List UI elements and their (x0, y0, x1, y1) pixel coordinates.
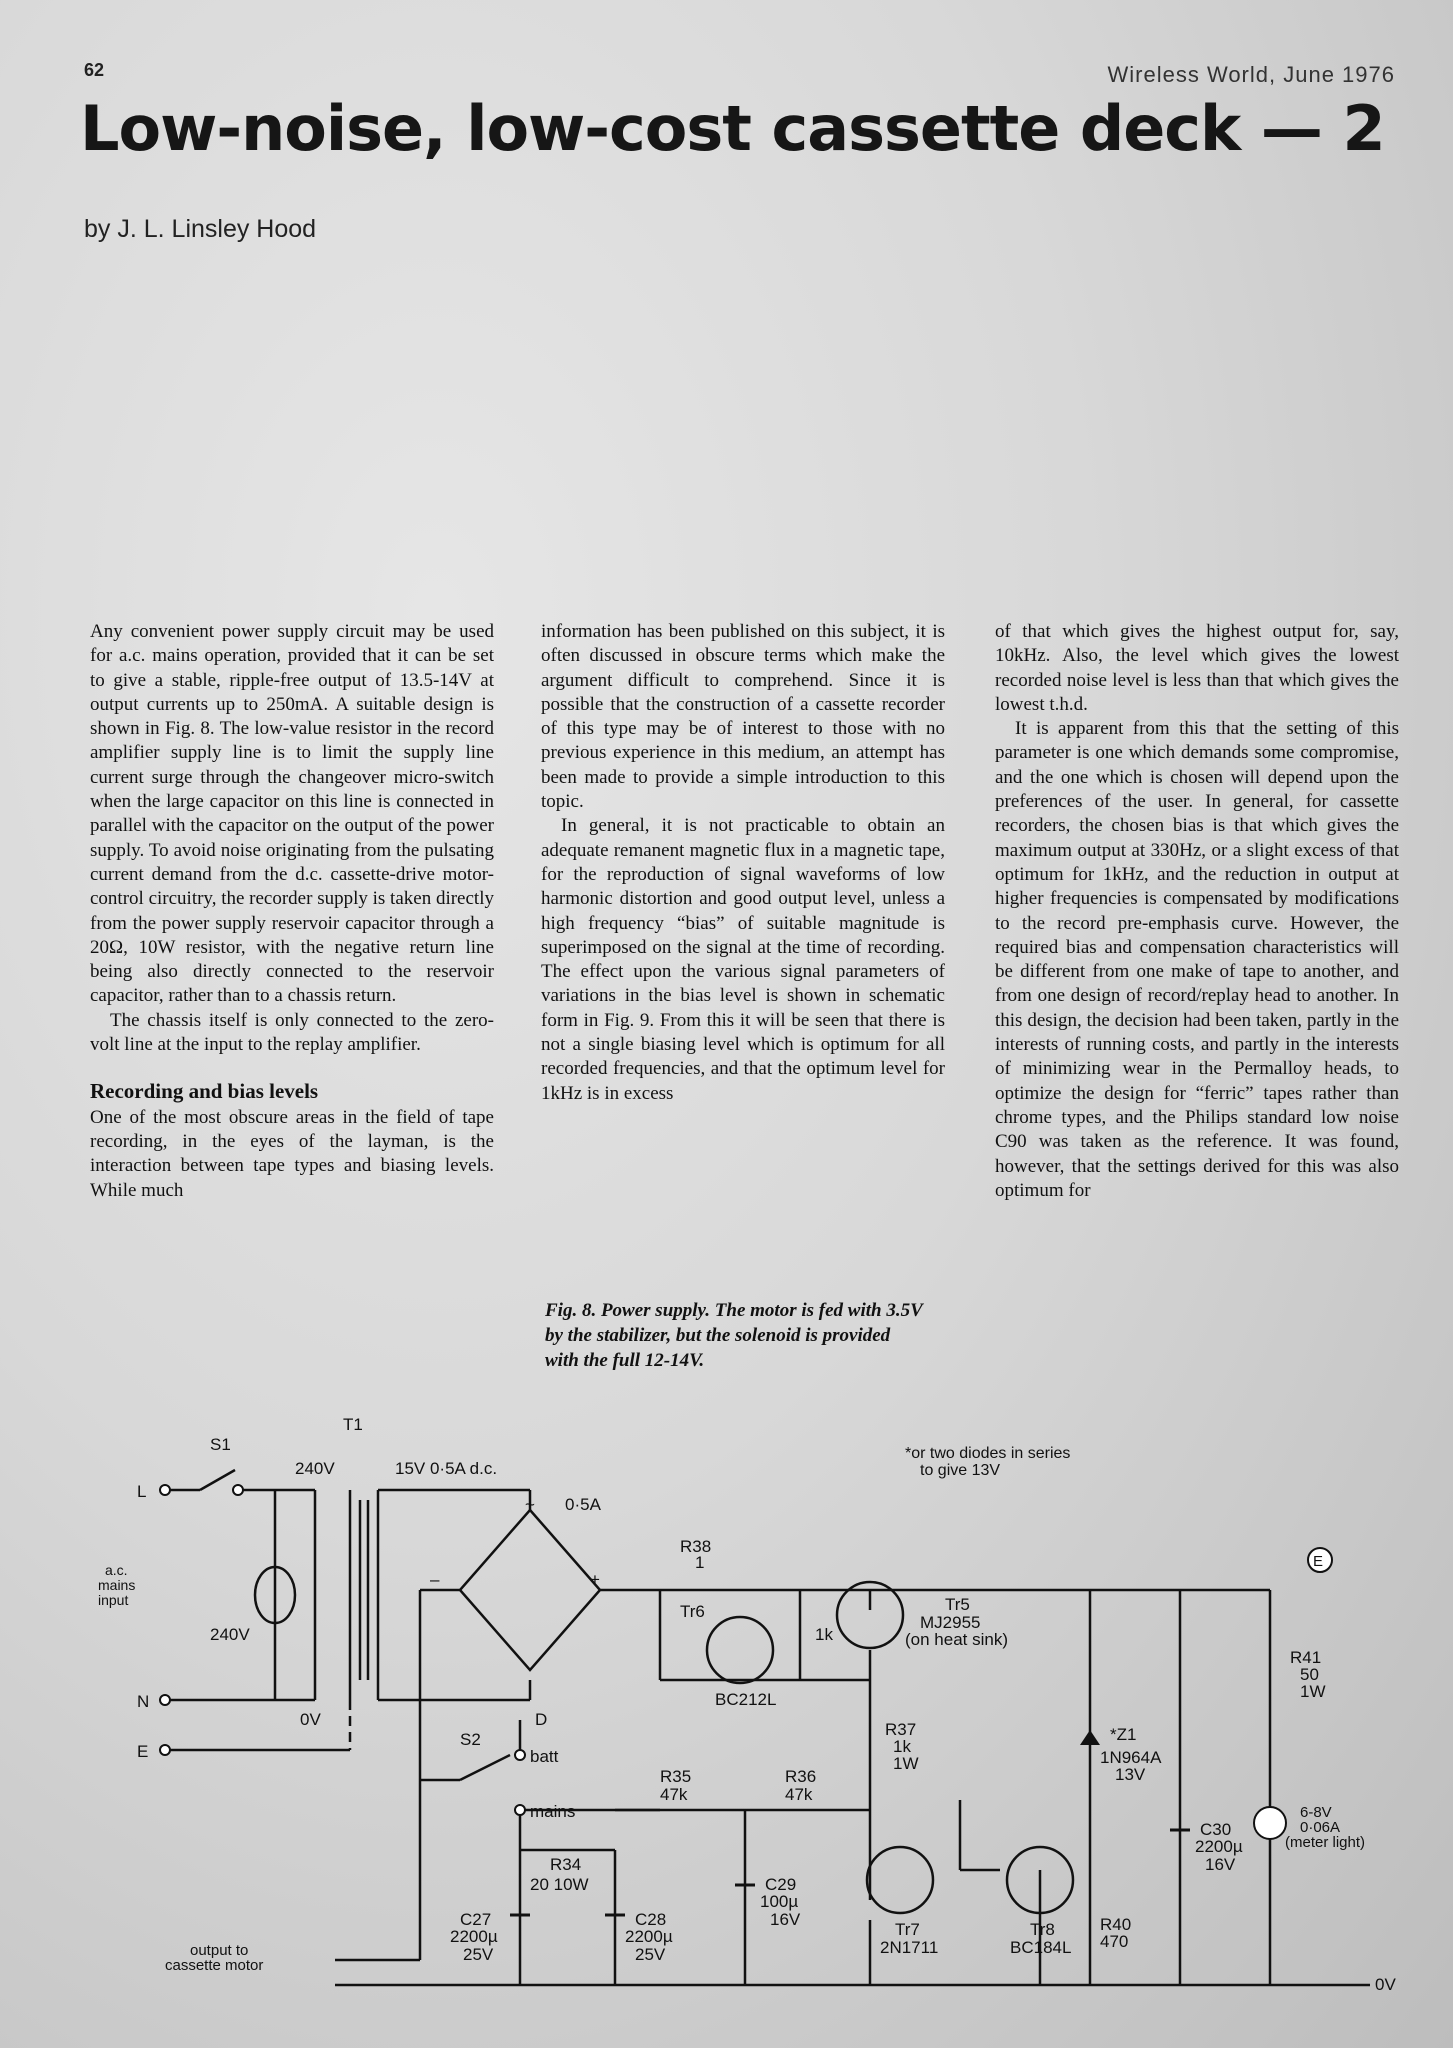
label-0v: 0V (300, 1710, 321, 1729)
label-R40-val: 470 (1100, 1932, 1129, 1951)
label-S2: S2 (460, 1730, 481, 1749)
label-note2: to give 13V (920, 1462, 1001, 1479)
label-R35: R35 (660, 1767, 692, 1786)
label-N: N (137, 1692, 150, 1711)
label-C30: C30 (1200, 1820, 1232, 1839)
label-motor-1: output to (190, 1942, 249, 1959)
label-lamp-3: (meter light) (1285, 1834, 1366, 1851)
article-title: Low-noise, low-cost cassette deck — 2 (80, 92, 1385, 165)
label-minus: – (430, 1570, 440, 1589)
label-E-out: E (1313, 1553, 1324, 1570)
meter-lamp-icon (1254, 1807, 1286, 1839)
power-supply-schematic (0, 1415, 1453, 2025)
label-MJ2955: MJ2955 (920, 1613, 981, 1632)
label-plus: + (590, 1570, 600, 1589)
terminal-E (160, 1745, 170, 1755)
label-ac-symbol: ~ (525, 1495, 535, 1514)
label-Tr8-type: BC184L (1010, 1938, 1072, 1957)
label-R34: R34 (550, 1855, 582, 1874)
label-Tr7: Tr7 (895, 1920, 920, 1939)
column-3 (995, 620, 1399, 1203)
label-C29-val: 100µ (760, 1892, 799, 1911)
label-Tr8: Tr8 (1030, 1920, 1055, 1939)
label-Z1-v: 13V (1115, 1765, 1146, 1784)
label-240v-primary: 240V (295, 1459, 335, 1478)
label-C27-val: 2200µ (450, 1927, 498, 1946)
paragraph: of that which gives the highest output for, say, 10kHz. Also, the level which gives the lowest recorded noise level is less than that which gives the lowest t.h.d. (995, 621, 1399, 715)
label-R37: R37 (885, 1720, 917, 1739)
label-heat-sink: (on heat sink) (905, 1630, 1008, 1649)
label-Tr6: Tr6 (680, 1602, 705, 1621)
paragraph: information has been published on this subject, it is often discussed in obscure terms which make the argument difficult to comprehend. Since it is possible that the construction of a cassette recorder of this type may be of interest to those with no previous experience in this medium, an attempt has been made to provide a simple introduction to this topic. (541, 621, 945, 813)
label-0v-out: 0V (1375, 1975, 1396, 1994)
label-C27: C27 (460, 1910, 492, 1929)
label-C29: C29 (765, 1875, 797, 1894)
label-lamp-2: 0·06A (1300, 1819, 1341, 1836)
label-R34-val: 20 10W (530, 1875, 589, 1894)
label-Z1: *Z1 (1110, 1725, 1137, 1744)
label-Tr5: Tr5 (945, 1595, 970, 1614)
label-C27-v: 25V (463, 1945, 494, 1964)
label-fuse: 0·5A (565, 1495, 601, 1514)
Tr6-transistor-icon (707, 1617, 773, 1683)
paragraph: One of the most obscure areas in the field of tape recording, in the eyes of the layman, is the interaction between tape types and biasing levels. While much (90, 1106, 494, 1201)
byline: by J. L. Linsley Hood (84, 215, 317, 243)
label-mains: mains (98, 1577, 136, 1593)
label-mains-switch: mains (530, 1802, 576, 1821)
label-R41: R41 (1290, 1648, 1322, 1667)
label-T1: T1 (343, 1415, 363, 1434)
Tr7-transistor-icon (867, 1847, 933, 1913)
label-R36: R36 (785, 1767, 817, 1786)
label-R35-val: 47k (660, 1785, 688, 1804)
paragraph: It is apparent from this that the setting of this parameter is one which demands some compromise, and the one which is chosen will depend upon the preferences of the user. In general, for cassette recorders, the chosen bias is that which gives the maximum output at 330Hz, or a slight excess of that optimum for 1kHz, and the reduction in output at higher frequencies is compensated by modifications to the record pre-emphasis curve. However, the required bias and compensation characteristics will be different from one make of tape to another, and from one design of record/replay head to another. In this design, the decision had been taken, partly in the interests of running costs, and partly in the interests of minimizing wear in the Permalloy heads, to optimize the design for “ferric” tapes rather than chrome types, and the Philips standard low noise C90 was taken as the reference. It was found, however, that the settings derived for this was also optimum for (995, 718, 1399, 1201)
label-R36-val: 47k (785, 1785, 813, 1804)
label-L: L (137, 1482, 147, 1501)
label-R41-w: 1W (1300, 1682, 1326, 1701)
label-240v-neon: 240V (210, 1625, 250, 1644)
terminal-batt (515, 1750, 525, 1760)
label-lamp-1: 6-8V (1300, 1804, 1332, 1821)
label-C28: C28 (635, 1910, 667, 1929)
terminal-L (160, 1485, 170, 1495)
paragraph: Any convenient power supply circuit may be used for a.c. mains operation, provided that it can be set to give a stable, ripple-free output of 13.5-14V at output currents up to 250mA. A suitable design is shown in Fig. 8. The low-value resistor in the record amplifier supply line is to limit the supply line current surge through the changeover micro-switch when the large capacitor on this line is connected in parallel with the capacitor on the output of the power supply. To avoid noise originating from the pulsating current demand from the d.c. cassette-drive motor-control circuitry, the recorder supply is taken directly from the power supply reservoir capacitor through a 20Ω, 10W resistor, with the negative return line being also directly connected to the reservoir capacitor, rather than to a chassis return. (90, 621, 494, 1007)
label-R37-val: 1k (893, 1737, 911, 1756)
label-note: *or two diodes in series (905, 1445, 1071, 1462)
label-C30-val: 2200µ (1195, 1837, 1243, 1856)
label-secondary: 15V 0·5A d.c. (395, 1459, 498, 1478)
label-E: E (137, 1742, 149, 1761)
terminal-S1 (233, 1485, 243, 1495)
figure-caption: Fig. 8. Power supply. The motor is fed with 3.5V by the stabilizer, but the solenoid is provided with the full 12-14V. (545, 1300, 923, 1371)
journal-header: Wireless World, June 1976 (1107, 62, 1395, 87)
label-Tr7-type: 2N1711 (880, 1938, 939, 1957)
label-R41-val: 50 (1300, 1665, 1319, 1684)
label-C28-val: 2200µ (625, 1927, 673, 1946)
column-1 (90, 620, 494, 1203)
label-R37-w: 1W (893, 1754, 919, 1773)
label-R38-val: 1 (695, 1553, 705, 1572)
label-R40: R40 (1100, 1915, 1132, 1934)
label-C29-v: 16V (770, 1910, 801, 1929)
label-ac: a.c. (105, 1562, 128, 1578)
paragraph: The chassis itself is only connected to the zero-volt line at the input to the replay amplifier. (90, 1009, 494, 1056)
label-1k: 1k (815, 1625, 833, 1644)
label-C30-v: 16V (1205, 1855, 1236, 1874)
label-R38: R38 (680, 1537, 712, 1556)
label-motor-2: cassette motor (165, 1957, 264, 1974)
page-number: 62 (84, 60, 105, 80)
terminal-mains (515, 1805, 525, 1815)
zener-diode-icon (1080, 1730, 1100, 1745)
label-batt: batt (530, 1747, 559, 1766)
label-S1: S1 (210, 1435, 231, 1454)
label-Z1-type: 1N964A (1100, 1748, 1162, 1767)
label-input: input (98, 1592, 129, 1608)
label-C28-v: 25V (635, 1945, 666, 1964)
section-heading: Recording and bias levels (90, 1079, 319, 1104)
label-D: D (535, 1710, 548, 1729)
column-2 (541, 620, 945, 1106)
paragraph: In general, it is not practicable to obtain an adequate remanent magnetic flux in a magnetic tape, for the reproduction of signal waveforms of low harmonic distortion and good output level, unless a high frequency “bias” of suitable magnitude is superimposed on the signal at the time of recording. The effect upon the various signal parameters of variations in the bias level is shown in schematic form in Fig. 9. From this it will be seen that there is not a single biasing level which is optimum for all recorded frequencies, and that the optimum level for 1kHz is in excess (541, 815, 945, 1104)
terminal-N (160, 1695, 170, 1705)
label-BC212L: BC212L (715, 1690, 777, 1709)
